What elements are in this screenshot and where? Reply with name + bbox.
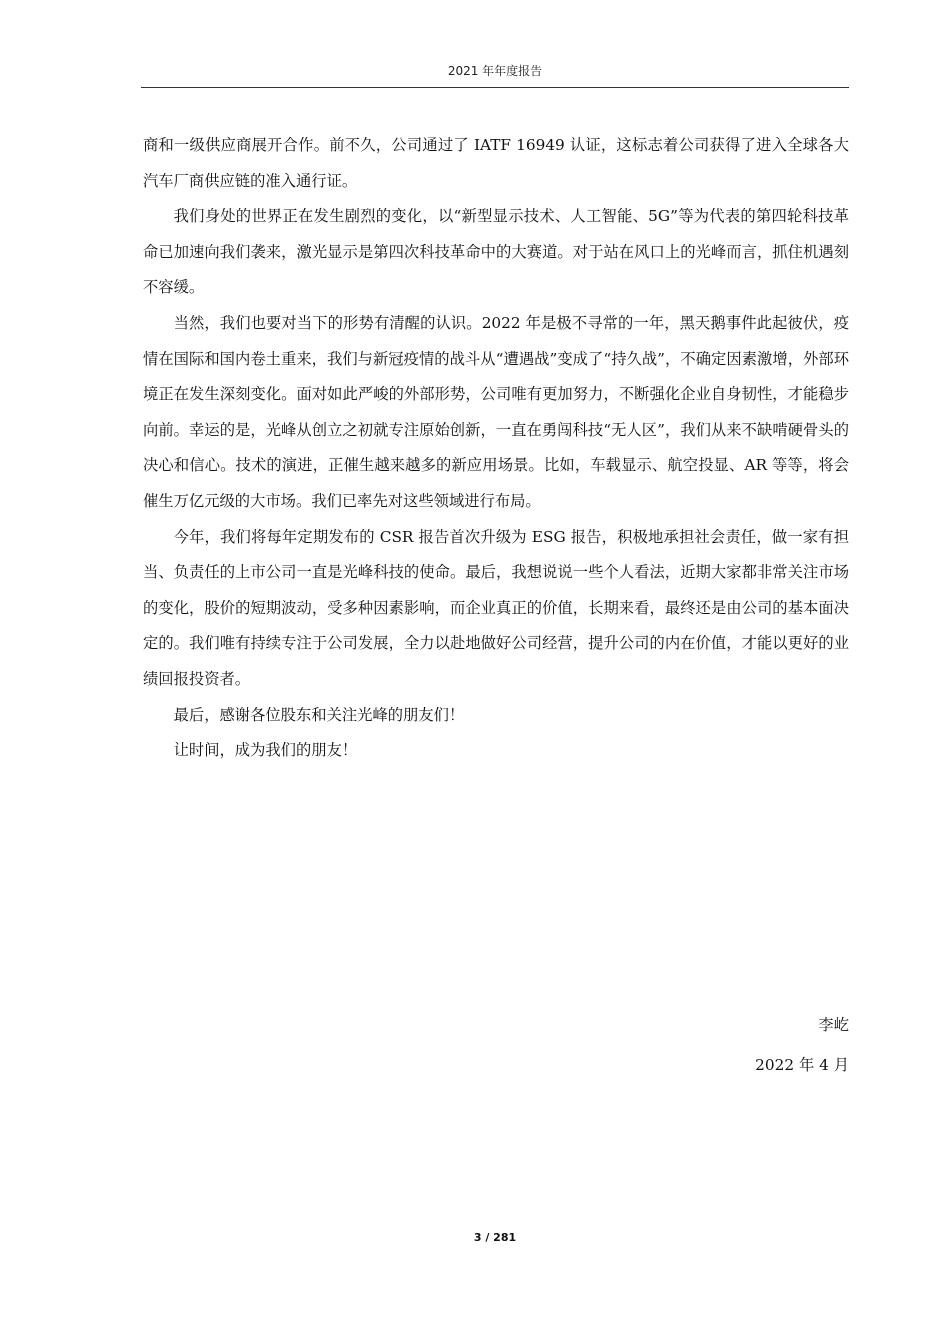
paragraph-current-situation: 当然，我们也要对当下的形势有清醒的认识。2022 年是极不寻常的一年，黑天鹅事件此起彼伏，疫情在国际和国内卷土重来，我们与新冠疫情的战斗从“遭遇战”变成了“持久战”，不确定因素激增，外部环境正在发生深刻变化。面对如此严峻的外部形势，公司唯有更加努力，不断强化企业自身韧性，才能稳步向前。幸运的是，光峰从创立之初就专注原始创新，一直在勇闯科技“无人区”，我们从来不缺啃硬骨头的决心和信心。技术的演进，正催生越来越多的新应用场景。比如，车载显示、航空投显、AR 等等，将会催生万亿元级的大市场。我们已率先对这些领域进行布局。 [143,313,849,510]
signature-date: 2022 年 4 月 [755,1056,849,1074]
paragraph-technology-revolution: 我们身处的世界正在发生剧烈的变化，以“新型显示技术、人工智能、5G”等为代表的第四轮科技革命已加速向我们袭来，激光显示是第四次科技革命中的大赛道。对于站在风口上的光峰而言，抓住机遇刻不容缓。 [143,207,849,297]
paragraph-esg-report: 今年，我们将每年定期发布的 CSR 报告首次升级为 ESG 报告，积极地承担社会责任，做一家有担当、负责任的上市公司一直是光峰科技的使命。最后，我想说说一些个人看法，近期大家都非常关注市场的变化，股价的短期波动，受多种因素影响，而企业真正的价值，长期来看，最终还是由公司的基本面决定的。我们唯有持续专注于公司发展，全力以赴地做好公司经营，提升公司的内在价值，才能以更好的业绩回报投资者。 [143,527,849,688]
header-divider [141,87,849,88]
paragraph-thanks: 最后，感谢各位股东和关注光峰的朋友们！ [173,705,465,724]
letter-body [143,128,849,769]
page-number: 3 / 281 [473,1231,517,1244]
signature-name: 李屹 [818,1016,849,1034]
paragraph-continuation: 商和一级供应商展开合作。前不久，公司通过了 IATF 16949 认证，这标志着公司获得了进入全球各大汽车厂商供应链的准入通行证。 [143,136,849,190]
page-header-title: 2021 年年度报告 [447,64,543,78]
paragraph-closing: 让时间，成为我们的朋友！ [173,741,358,760]
